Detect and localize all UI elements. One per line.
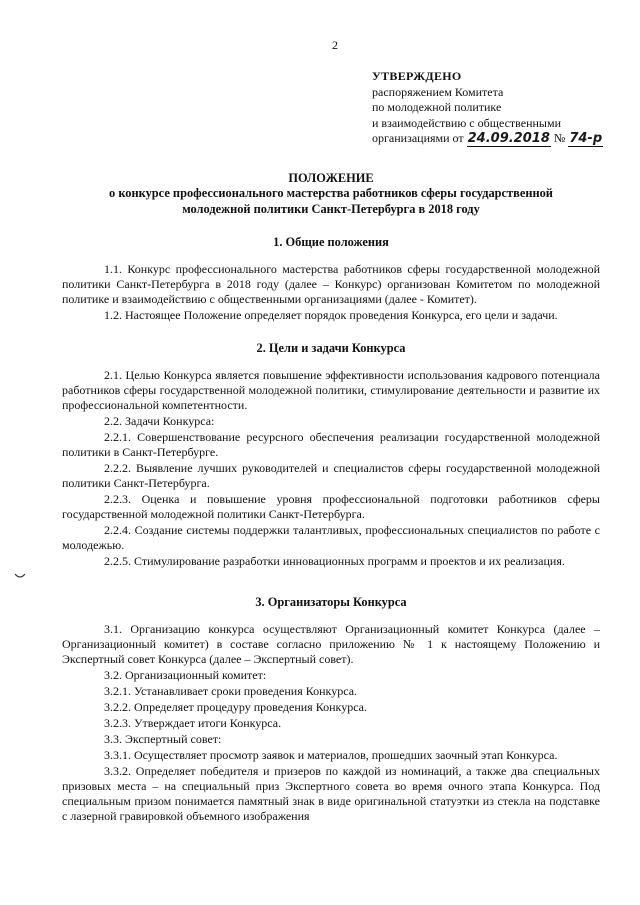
paragraph-3-3-1: 3.3.1. Осуществляет просмотр заявок и материалов, прошедших заочный этап Конкурса. <box>104 748 558 762</box>
approval-line-3: и взаимодействию с общественными <box>372 115 562 130</box>
section-heading-general: 1. Общие положения <box>273 235 389 249</box>
approval-number-prefix: № <box>553 131 566 145</box>
paragraph-2-2-5: 2.2.5. Стимулирование разработки инновационных программ и проектов и их реализация. <box>104 554 565 568</box>
paragraph-2-2-2: 2.2.2. Выявление лучших руководителей и специалистов сферы государственной молодежной политики Санкт-Петербурга. <box>62 461 600 490</box>
margin-scan-mark <box>14 572 26 580</box>
paragraph-3-2-2: 3.2.2. Определяет процедуру проведения Конкурса. <box>104 700 367 714</box>
approval-date-line <box>372 131 603 147</box>
approval-line-2: по молодежной политике <box>372 100 502 114</box>
document-title <box>62 171 600 218</box>
paragraph-3-3: 3.3. Экспертный совет: <box>104 732 222 746</box>
handwritten-number: 74-р <box>569 131 603 146</box>
paragraph-2-2-1: 2.2.1. Совершенствование ресурсного обеспечения реализации государственной молодежной политики в Санкт-Петербурге. <box>62 430 600 459</box>
paragraph-2-2-4: 2.2.4. Создание системы поддержки талантливых, профессиональных специалистов по работе с молодежью. <box>62 523 600 552</box>
document-title-line-3: молодежной политики Санкт-Петербурга в 2018 году <box>182 201 480 216</box>
approval-line-1: распоряжением Комитета <box>372 84 504 99</box>
document-title-line-1: ПОЛОЖЕНИЕ <box>288 170 374 185</box>
paragraph-3-3-2: 3.3.2. Определяет победителя и призеров по каждой из номинаций, а также два специальных призовых места – на специальный приз Экспертного совета во время очного этапа Конкурса. Под специальным призом понимается памятный знак в виде оригинальной статуэтки из стекла на подставке с лазерной гравировкой объемного изображения <box>62 764 600 823</box>
paragraph-3-2-1: 3.2.1. Устанавливает сроки проведения Конкурса. <box>104 684 358 698</box>
paragraph-2-1: 2.1. Целью Конкурса является повышение эффективности использования кадрового потенциала работников сферы государственной молодежной политики, стимулирование деятельности и развитие их профессиональной компетентности. <box>62 368 600 412</box>
approval-title: УТВЕРЖДЕНО <box>372 69 462 83</box>
paragraph-2-2-3: 2.2.3. Оценка и повышение уровня профессиональной подготовки работников сферы государственной молодежной политики Санкт-Петербурга. <box>62 492 600 521</box>
approval-line-4-prefix: организациями от <box>372 131 464 145</box>
paragraph-2-2: 2.2. Задачи Конкурса: <box>104 414 215 428</box>
section-heading-goals: 2. Цели и задачи Конкурса <box>256 341 406 355</box>
paragraph-1-1: 1.1. Конкурс профессионального мастерства работников сферы государственной молодежной политики Санкт-Петербурга в 2018 году (далее – Конкурс) организован Комитетом по молодежной политике и взаимодействию с общественными организациями (далее - Комитет). <box>62 262 600 306</box>
approval-stamp <box>372 69 603 147</box>
paragraph-3-1: 3.1. Организацию конкурса осуществляют Организационный комитет Конкурса (далее – Организационный комитет) в составе согласно приложению № 1 к настоящему Положению и Экспертный совет Конкурса (далее – Экспертный совет). <box>62 622 600 666</box>
document-title-line-2: о конкурсе профессионального мастерства работников сферы государственной <box>109 186 553 200</box>
page-number: 2 <box>332 38 338 52</box>
paragraph-3-2: 3.2. Организационный комитет: <box>104 668 267 682</box>
paragraph-3-2-3: 3.2.3. Утверждает итоги Конкурса. <box>104 716 282 730</box>
section-heading-organizers: 3. Организаторы Конкурса <box>255 595 407 609</box>
paragraph-1-2: 1.2. Настоящее Положение определяет порядок проведения Конкурса, его цели и задачи. <box>104 308 558 322</box>
handwritten-date: 24.09.2018 <box>467 131 550 146</box>
